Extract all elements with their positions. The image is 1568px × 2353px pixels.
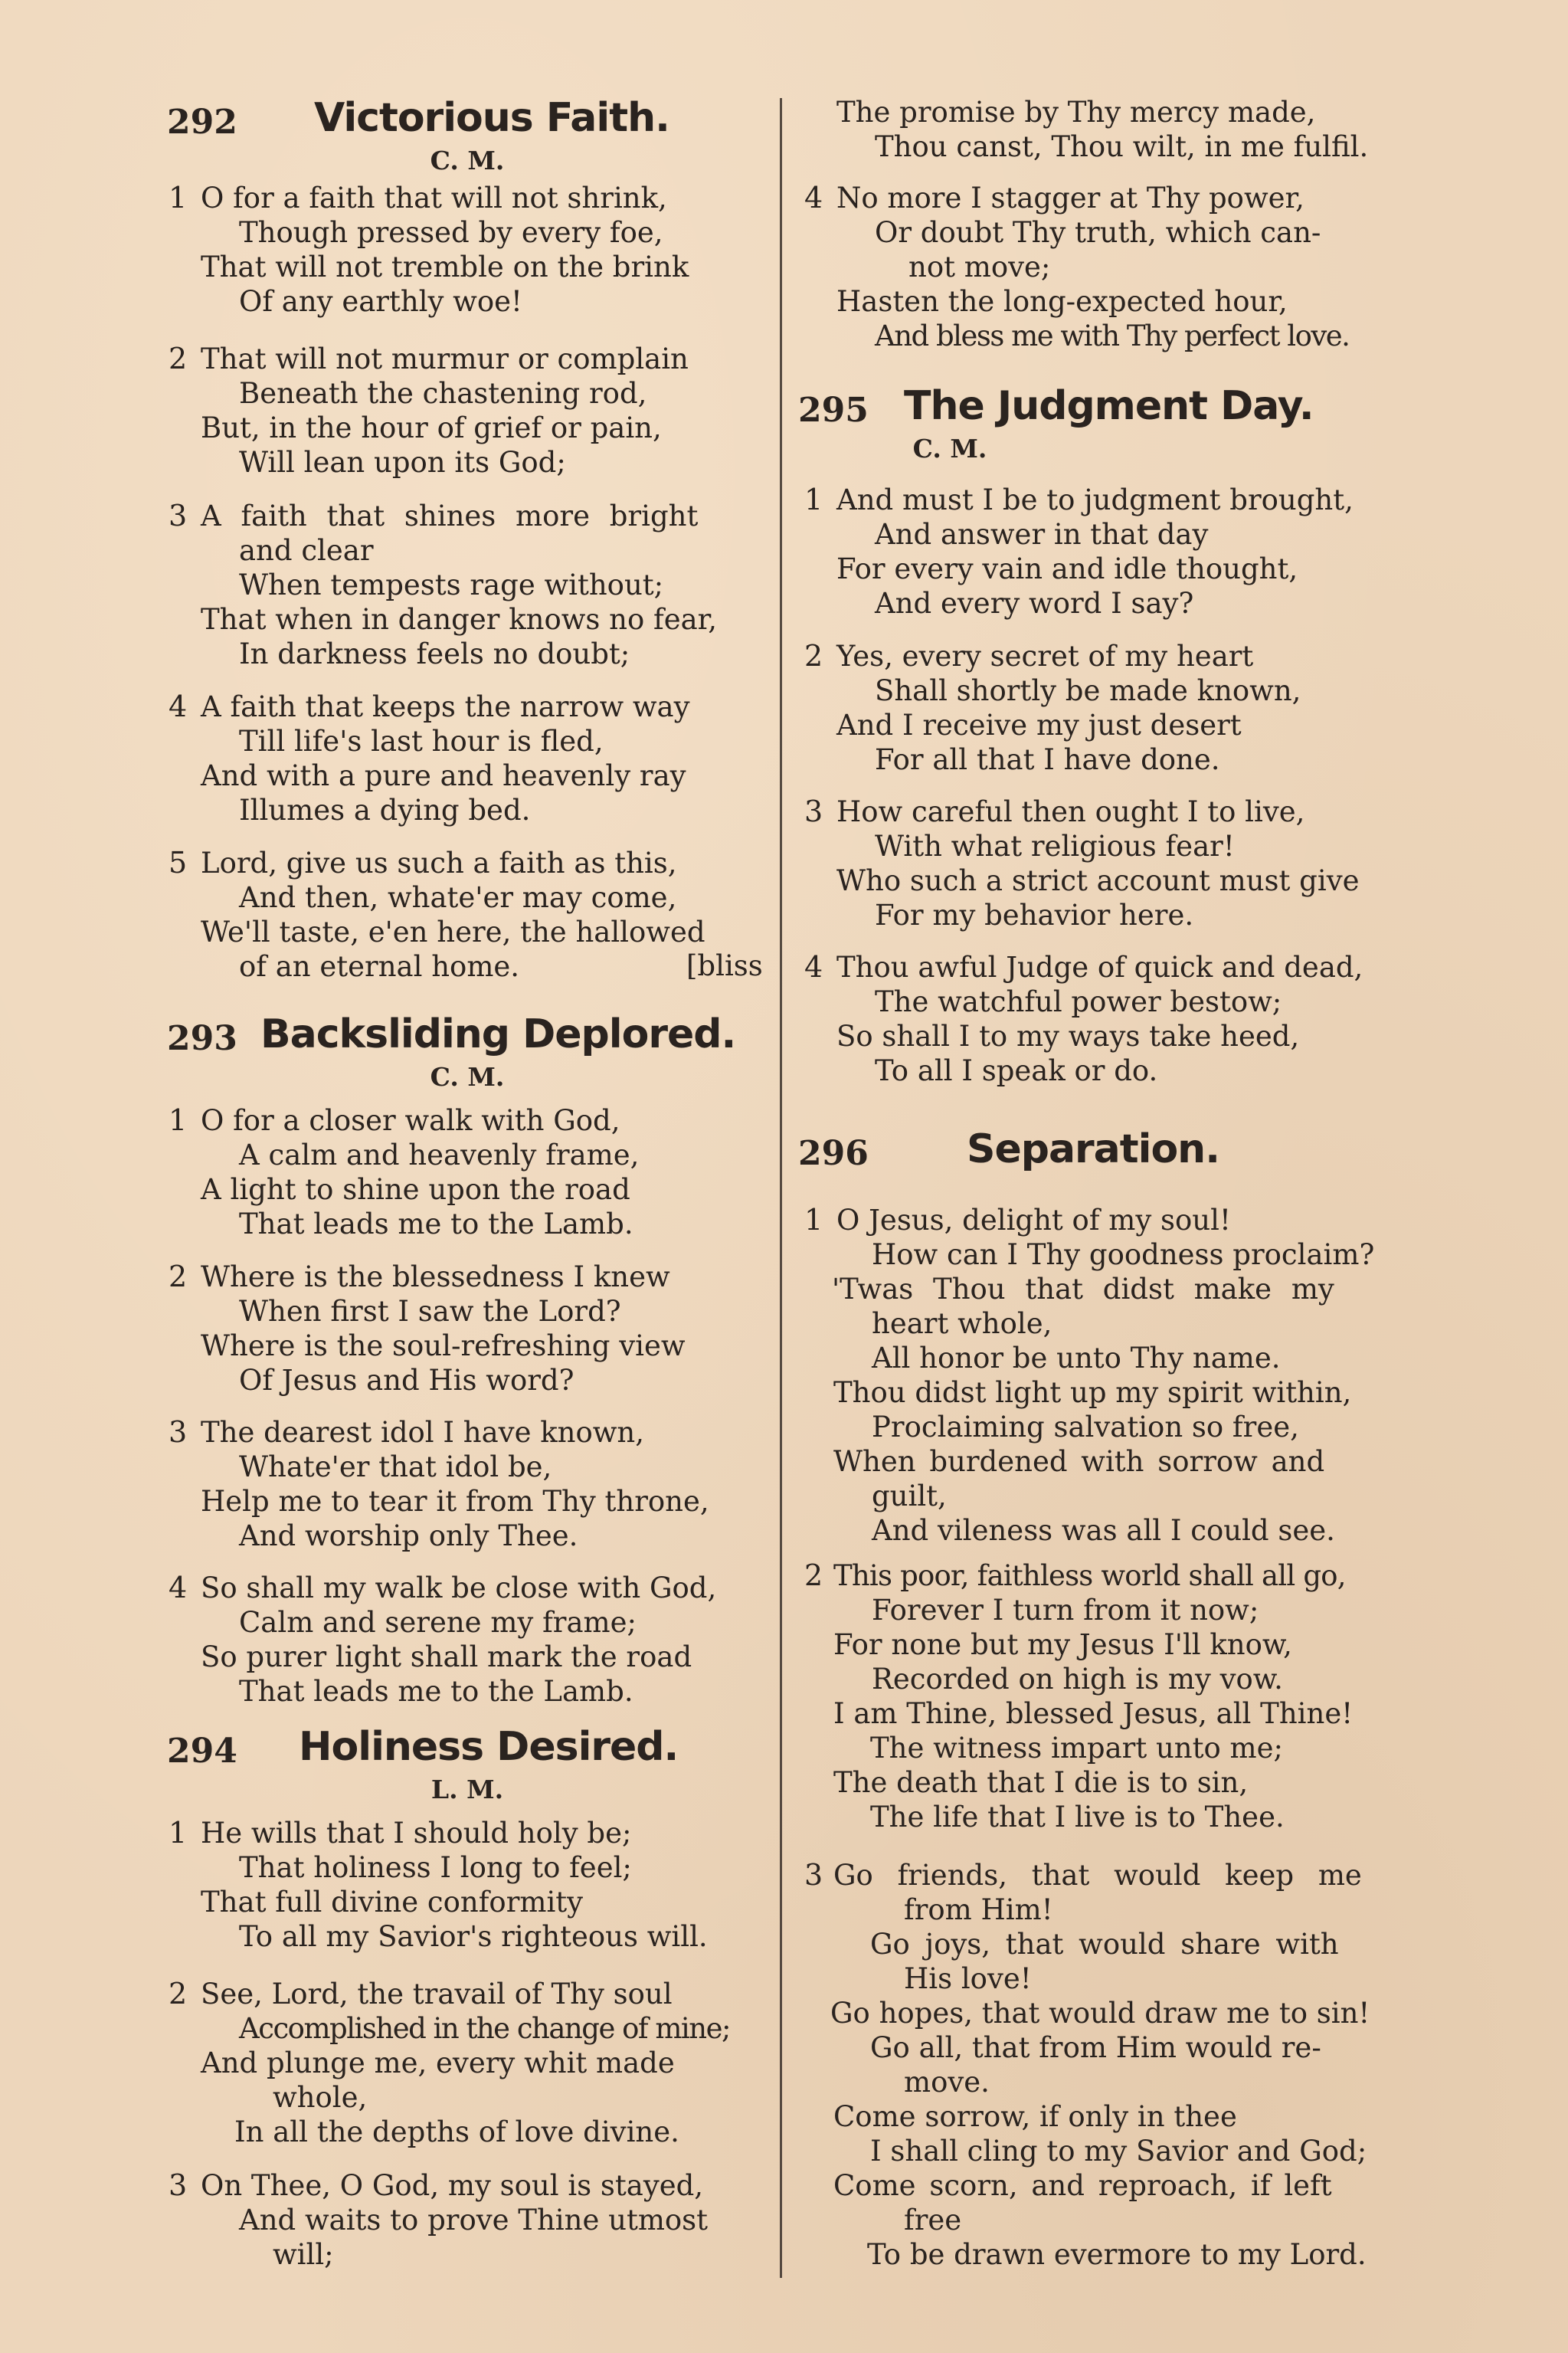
- hymn-295: [797, 383, 1425, 1087]
- verse-line: Recorded on high is my vow.: [872, 1663, 1283, 1696]
- verse-line: And answer in that day: [875, 518, 1209, 551]
- verse-line: When first I saw the Lord?: [239, 1295, 621, 1328]
- verse-line: Accomplished in the change of mine;: [239, 2012, 730, 2045]
- verse-line: Where is the blessedness I knew: [201, 1260, 670, 1293]
- stanza-number: 1: [169, 1103, 188, 1137]
- stanza-number: 3: [169, 2168, 188, 2202]
- hymn-title: Holiness Desired.: [299, 1724, 679, 1770]
- verse-line: not move;: [908, 251, 1051, 283]
- verse-line: and clear: [239, 534, 374, 567]
- verse-line: Shall shortly be made known,: [875, 674, 1301, 707]
- verse-line: Or doubt Thy truth, which can-: [875, 216, 1321, 249]
- verse-line: And plunge me, every whit made: [201, 2047, 675, 2079]
- verse-line: And with a pure and heavenly ray: [201, 759, 686, 792]
- stanza-number: 1: [169, 1816, 188, 1850]
- verse-line: That leads me to the Lamb.: [239, 1208, 633, 1240]
- verse-line: That will not murmur or complain: [201, 342, 689, 375]
- verse-overflow-word: [bliss: [686, 949, 763, 982]
- verse-line: When burdened with sorrow and: [833, 1445, 1325, 1478]
- verse-line: His love!: [904, 1962, 1032, 1995]
- verse-line: He wills that I should holy be;: [201, 1817, 632, 1850]
- verse-line: of an eternal home.: [239, 950, 520, 983]
- stanza-number: 3: [804, 795, 823, 828]
- verse-line: I shall cling to my Savior and God;: [870, 2135, 1367, 2168]
- stanza-number: 3: [169, 1415, 188, 1449]
- verse-line: Till life's last hour is fled,: [239, 725, 604, 758]
- stanza-number: 2: [804, 1558, 823, 1592]
- stanza-number: 2: [169, 1260, 188, 1293]
- verse-line: 'Twas Thou that didst make my: [832, 1273, 1334, 1306]
- hymn-number: 294: [167, 1732, 237, 1771]
- verse-line: Forever I turn from it now;: [872, 1594, 1259, 1627]
- verse-line: The witness impart unto me;: [870, 1732, 1283, 1765]
- hymn-meter: C. M.: [912, 434, 987, 464]
- verse-line: free: [904, 2204, 962, 2237]
- verse-line: And must I be to judgment brought,: [836, 483, 1354, 516]
- verse-line: To all I speak or do.: [875, 1054, 1158, 1087]
- verse-line: And worship only Thee.: [239, 1519, 578, 1552]
- stanza-number: 4: [804, 950, 823, 984]
- verse-line: In darkness feels no doubt;: [239, 637, 630, 670]
- hymn-title: Victorious Faith.: [314, 95, 669, 141]
- verse-line: heart whole,: [872, 1307, 1052, 1340]
- verse-line: A faith that keeps the narrow way: [201, 690, 690, 723]
- verse-line: But, in the hour of grief or pain,: [201, 411, 662, 444]
- verse-line: Go friends, that would keep me: [833, 1859, 1362, 1892]
- verse-line: Proclaiming salvation so free,: [872, 1411, 1299, 1444]
- verse-line: And bless me with Thy perfect love.: [875, 320, 1350, 352]
- verse-line: We'll taste, e'en here, the hallowed: [201, 916, 705, 949]
- stanza-number: 3: [804, 1858, 823, 1892]
- verse-line: O for a closer walk with God,: [201, 1104, 620, 1137]
- verse-line: And I receive my just desert: [836, 709, 1242, 742]
- verse-line: Who such a strict account must give: [836, 864, 1360, 897]
- verse-line: will;: [273, 2238, 334, 2271]
- verse-line: When tempests rage without;: [239, 569, 664, 601]
- verse-line: Whate'er that idol be,: [239, 1450, 552, 1483]
- verse-line: See, Lord, the travail of Thy soul: [201, 1978, 673, 2011]
- hymn-meter: C. M.: [430, 146, 505, 175]
- verse-line: To all my Savior's righteous will.: [239, 1920, 708, 1953]
- verse-line: Help me to tear it from Thy throne,: [201, 1485, 709, 1518]
- verse-line: O for a faith that will not shrink,: [201, 182, 667, 215]
- hymn-293: [161, 1011, 774, 1708]
- hymn-title: Separation.: [967, 1126, 1219, 1172]
- verse-line: Where is the soul-refreshing view: [201, 1329, 686, 1362]
- verse-line: A light to shine upon the road: [201, 1173, 630, 1206]
- verse-line: Of Jesus and His word?: [239, 1364, 574, 1397]
- stanza-number: 1: [804, 483, 823, 516]
- hymn-number: 293: [167, 1019, 237, 1058]
- stanza-number: 3: [169, 499, 188, 533]
- verse-line: Thou didst light up my spirit within,: [833, 1376, 1352, 1409]
- verse-line: whole,: [273, 2081, 368, 2114]
- verse-line: Thou canst, Thou wilt, in me fulfil.: [875, 130, 1369, 163]
- verse-line: That when in danger knows no fear,: [201, 603, 718, 636]
- hymn-title: The Judgment Day.: [904, 383, 1314, 429]
- verse-line: Come sorrow, if only in thee: [833, 2100, 1237, 2133]
- verse-line: To be drawn evermore to my Lord.: [867, 2238, 1367, 2271]
- verse-line: Go all, that from Him would re-: [870, 2031, 1321, 2064]
- verse-line: For none but my Jesus I'll know,: [833, 1628, 1292, 1661]
- column-divider: [780, 98, 782, 2278]
- verse-line: And waits to prove Thine utmost: [239, 2204, 709, 2237]
- verse-line: For my behavior here.: [875, 899, 1194, 932]
- hymn-meter: C. M.: [430, 1062, 505, 1092]
- hymn-number: 292: [167, 103, 237, 142]
- verse-line: Will lean upon its God;: [239, 446, 566, 479]
- verse-line: I am Thine, blessed Jesus, all Thine!: [833, 1697, 1354, 1730]
- verse-line: from Him!: [904, 1893, 1053, 1926]
- verse-line: Of any earthly woe!: [239, 285, 522, 318]
- verse-line: On Thee, O God, my soul is stayed,: [201, 2169, 704, 2202]
- verse-line: That holiness I long to feel;: [239, 1851, 632, 1884]
- stanza-number: 4: [169, 1571, 188, 1604]
- stanza-number: 4: [169, 690, 188, 723]
- verse-line: So purer light shall mark the road: [201, 1640, 692, 1673]
- verse-line: Lord, give us such a faith as this,: [201, 847, 677, 880]
- verse-line: That full divine conformity: [201, 1886, 584, 1919]
- verse-line: Go joys, that would share with: [870, 1928, 1339, 1961]
- hymn-number: 296: [798, 1134, 869, 1173]
- verse-line: Yes, every secret of my heart: [836, 640, 1254, 673]
- verse-line: The promise by Thy mercy made,: [836, 96, 1316, 129]
- hymn-296: [797, 1126, 1425, 2271]
- verse-line: Thou awful Judge of quick and dead,: [836, 951, 1363, 984]
- stanza-number: 2: [804, 639, 823, 673]
- verse-line: Come scorn, and reproach, if left: [833, 2169, 1332, 2202]
- verse-line: Go hopes, that would draw me to sin!: [830, 1997, 1370, 2030]
- verse-line: The dearest idol I have known,: [201, 1416, 645, 1449]
- verse-line: That leads me to the Lamb.: [239, 1675, 633, 1708]
- verse-line: For every vain and idle thought,: [836, 552, 1298, 585]
- hymn-294: [161, 1724, 774, 2271]
- verse-line: This poor, faithless world shall all go,: [833, 1559, 1346, 1592]
- verse-line: That will not tremble on the brink: [201, 251, 689, 283]
- verse-line: So shall my walk be close with God,: [201, 1571, 717, 1604]
- verse-line: A calm and heavenly frame,: [239, 1139, 640, 1172]
- verse-line: In all the depths of love divine.: [234, 2115, 679, 2148]
- hymn-number: 295: [798, 391, 869, 430]
- verse-line: How can I Thy goodness proclaim?: [872, 1238, 1375, 1271]
- stanza-number: 5: [169, 846, 188, 880]
- verse-line: How careful then ought I to live,: [836, 795, 1305, 828]
- verse-line: Though pressed by every foe,: [239, 216, 663, 249]
- hymn-292: [161, 95, 774, 983]
- verse-line: And every word I say?: [875, 587, 1194, 620]
- verse-line: A faith that shines more bright: [201, 500, 699, 533]
- verse-line: And then, whate'er may come,: [239, 881, 677, 914]
- verse-line: The death that I die is to sin,: [833, 1766, 1249, 1799]
- verse-line: Illumes a dying bed.: [239, 794, 531, 827]
- verse-line: The life that I live is to Thee.: [870, 1801, 1285, 1834]
- verse-line: All honor be unto Thy name.: [872, 1342, 1281, 1375]
- verse-line: Beneath the chastening rod,: [239, 377, 647, 410]
- stanza-number: 4: [804, 181, 823, 215]
- verse-line: So shall I to my ways take heed,: [836, 1020, 1300, 1053]
- verse-line: guilt,: [872, 1480, 947, 1512]
- verse-line: move.: [904, 2066, 990, 2099]
- verse-line: And vileness was all I could see.: [872, 1514, 1335, 1547]
- hymn-meter: L. M.: [430, 1775, 504, 1804]
- hymn-title: Backsliding Deplored.: [260, 1011, 736, 1057]
- stanza-number: 1: [169, 181, 188, 215]
- stanza-number: 1: [804, 1203, 823, 1237]
- verse-line: With what religious fear!: [875, 830, 1235, 863]
- verse-line: For all that I have done.: [875, 743, 1220, 776]
- verse-line: O Jesus, delight of my soul!: [836, 1204, 1231, 1237]
- verse-line: The watchful power bestow;: [875, 985, 1282, 1018]
- stanza-number: 2: [169, 342, 188, 375]
- stanza-number: 2: [169, 1977, 188, 2011]
- verse-line: Hasten the long-expected hour,: [836, 285, 1288, 318]
- verse-line: No more I stagger at Thy power,: [836, 182, 1304, 215]
- verse-line: Calm and serene my frame;: [239, 1606, 637, 1639]
